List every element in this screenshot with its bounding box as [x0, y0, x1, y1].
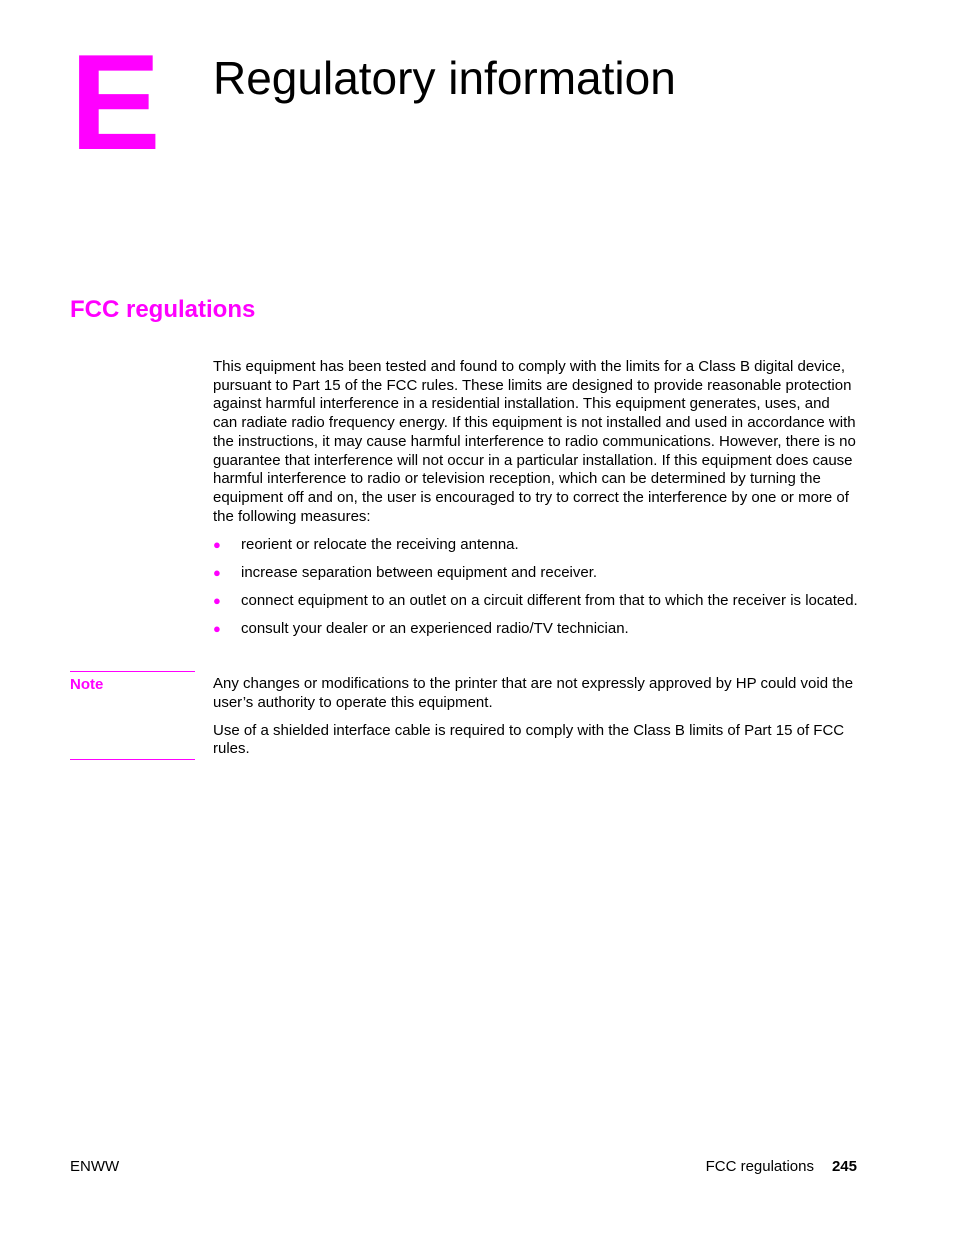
footer-right [706, 1158, 857, 1176]
bullet-dot-icon: ● [213, 537, 221, 552]
bullet-dot-icon: ● [213, 565, 221, 580]
note-label: Note [70, 676, 104, 693]
page-number: 245 [831, 1158, 857, 1175]
list-item [213, 536, 858, 555]
footer-section-name: FCC regulations [705, 1158, 814, 1175]
list-item [213, 620, 858, 639]
list-item-text: reorient or relocate the receiving antenna. [241, 536, 519, 553]
note-top-divider [70, 671, 195, 672]
bullet-dot-icon: ● [213, 621, 221, 636]
chapter-letter: E [70, 26, 161, 178]
note-bottom-divider [70, 759, 195, 760]
footer-left: ENWW [70, 1158, 120, 1175]
bullet-dot-icon: ● [213, 593, 221, 608]
chapter-title: Regulatory information [213, 52, 676, 104]
measures-list [213, 536, 858, 648]
list-item-text: consult your dealer or an experienced radio/TV technician. [241, 620, 629, 637]
note-paragraph: Use of a shielded interface cable is required to comply with the Class B limits of Part 15 of FCC rules. [213, 721, 845, 758]
list-item [213, 592, 858, 611]
list-item [213, 564, 858, 583]
section-heading: FCC regulations [70, 296, 256, 323]
list-item-text: increase separation between equipment and receiver. [241, 564, 598, 581]
list-item-text: connect equipment to an outlet on a circuit different from that to which the receiver is located. [241, 592, 858, 609]
note-body [213, 675, 858, 768]
intro-paragraph: This equipment has been tested and found to comply with the limits for a Class B digital device, pursuant to Part 15 of the FCC rules. These limits are designed to provide reasonable protection against harmful interference in a residential installation. This equipment generates, uses, and can radiate radio frequency energy. If this equipment is not installed and used in accordance with the instructions, it may cause harmful interference to radio communications. However, there is no guarantee that interference will not occur in a particular installation. If this equipment does cause harmful interference to radio or television reception, which can be determined by turning the equipment off and on, the user is encouraged to try to correct the interference by one or more of the following measures: [213, 358, 856, 525]
note-paragraph: Any changes or modifications to the printer that are not expressly approved by HP could void the user’s authority to operate this equipment. [213, 675, 854, 711]
